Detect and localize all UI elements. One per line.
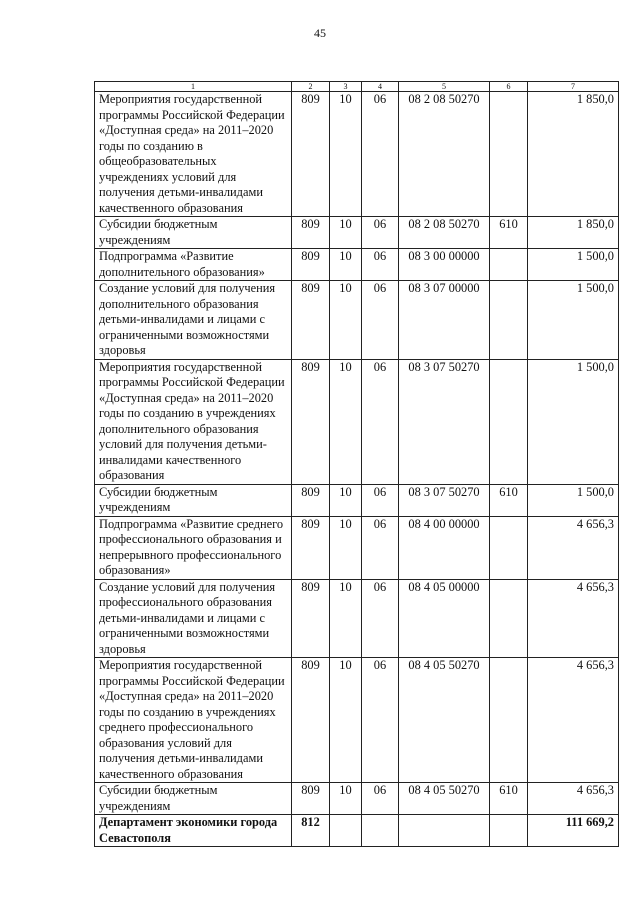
row-target-article: 08 4 05 50270 [399, 783, 490, 815]
row-subsection-code: 06 [362, 249, 399, 281]
row-target-article [399, 815, 490, 847]
row-amount: 4 656,3 [528, 579, 619, 658]
column-number: 1 [95, 82, 292, 92]
row-target-article: 08 3 07 50270 [399, 359, 490, 484]
row-expense-type [490, 516, 528, 579]
row-ministry-code: 809 [292, 217, 330, 249]
row-section-code: 10 [330, 217, 362, 249]
row-ministry-code: 809 [292, 92, 330, 217]
row-ministry-code: 809 [292, 359, 330, 484]
row-amount: 4 656,3 [528, 783, 619, 815]
row-section-code: 10 [330, 579, 362, 658]
row-expense-type: 610 [490, 783, 528, 815]
column-number: 3 [330, 82, 362, 92]
row-subsection-code: 06 [362, 658, 399, 783]
row-expense-type [490, 359, 528, 484]
row-section-code: 10 [330, 658, 362, 783]
row-amount: 1 850,0 [528, 92, 619, 217]
table-row [95, 217, 619, 249]
row-expense-type [490, 249, 528, 281]
page-number: 45 [314, 26, 326, 40]
row-subsection-code: 06 [362, 484, 399, 516]
row-name: Мероприятия государственной программы Российской Федерации «Доступная среда» на 2011–2020 годы по созданию в общеобразовательных учреждениях условий для получения детьми-инвалидами качественного образования [95, 92, 292, 217]
row-amount: 111 669,2 [528, 815, 619, 847]
row-subsection-code: 06 [362, 281, 399, 360]
row-expense-type [490, 658, 528, 783]
row-subsection-code: 06 [362, 92, 399, 217]
row-amount: 4 656,3 [528, 516, 619, 579]
table-body [95, 92, 619, 847]
column-number: 2 [292, 82, 330, 92]
table-row [95, 249, 619, 281]
column-number-row [95, 82, 619, 92]
column-number: 6 [490, 82, 528, 92]
column-number: 7 [528, 82, 619, 92]
row-amount: 1 500,0 [528, 359, 619, 484]
row-name: Создание условий для получения дополнительного образования детьми-инвалидами и лицами с ограниченными возможностями здоровья [95, 281, 292, 360]
row-target-article: 08 2 08 50270 [399, 92, 490, 217]
row-target-article: 08 2 08 50270 [399, 217, 490, 249]
row-name: Департамент экономики города Севастополя [95, 815, 292, 847]
row-section-code [330, 815, 362, 847]
row-name: Субсидии бюджетным учреждениям [95, 484, 292, 516]
row-ministry-code: 809 [292, 516, 330, 579]
row-target-article: 08 3 07 50270 [399, 484, 490, 516]
table-row [95, 658, 619, 783]
row-expense-type [490, 281, 528, 360]
column-number: 5 [399, 82, 490, 92]
row-section-code: 10 [330, 484, 362, 516]
row-subsection-code: 06 [362, 217, 399, 249]
row-target-article: 08 4 05 50270 [399, 658, 490, 783]
table-row [95, 815, 619, 847]
row-subsection-code: 06 [362, 359, 399, 484]
row-target-article: 08 3 07 00000 [399, 281, 490, 360]
column-number: 4 [362, 82, 399, 92]
row-expense-type [490, 815, 528, 847]
row-expense-type [490, 92, 528, 217]
row-target-article: 08 4 05 00000 [399, 579, 490, 658]
row-ministry-code: 809 [292, 281, 330, 360]
row-expense-type: 610 [490, 484, 528, 516]
row-section-code: 10 [330, 281, 362, 360]
row-section-code: 10 [330, 359, 362, 484]
table-row [95, 359, 619, 484]
row-amount: 1 500,0 [528, 281, 619, 360]
row-name: Мероприятия государственной программы Российской Федерации «Доступная среда» на 2011–2020 годы по созданию в учреждениях дополнительного образования условий для получения детьми-инвалидами качественного образования [95, 359, 292, 484]
row-name: Субсидии бюджетным учреждениям [95, 217, 292, 249]
row-section-code: 10 [330, 249, 362, 281]
row-ministry-code: 809 [292, 579, 330, 658]
row-section-code: 10 [330, 92, 362, 217]
row-section-code: 10 [330, 516, 362, 579]
row-subsection-code: 06 [362, 783, 399, 815]
row-name: Подпрограмма «Развитие среднего профессионального образования и непрерывного профессионального образования» [95, 516, 292, 579]
table-row [95, 579, 619, 658]
row-target-article: 08 3 00 00000 [399, 249, 490, 281]
budget-table [94, 81, 619, 847]
row-ministry-code: 809 [292, 658, 330, 783]
table-row [95, 281, 619, 360]
row-section-code: 10 [330, 783, 362, 815]
row-expense-type: 610 [490, 217, 528, 249]
row-subsection-code: 06 [362, 579, 399, 658]
row-ministry-code: 809 [292, 484, 330, 516]
row-ministry-code: 809 [292, 783, 330, 815]
row-ministry-code: 809 [292, 249, 330, 281]
table-row [95, 484, 619, 516]
row-amount: 4 656,3 [528, 658, 619, 783]
table-row [95, 92, 619, 217]
row-name: Субсидии бюджетным учреждениям [95, 783, 292, 815]
table-row [95, 783, 619, 815]
table-row [95, 516, 619, 579]
row-ministry-code: 812 [292, 815, 330, 847]
row-amount: 1 850,0 [528, 217, 619, 249]
row-name: Создание условий для получения профессионального образования детьми-инвалидами и лицами с ограниченными возможностями здоровья [95, 579, 292, 658]
row-subsection-code: 06 [362, 516, 399, 579]
row-subsection-code [362, 815, 399, 847]
row-name: Подпрограмма «Развитие дополнительного образования» [95, 249, 292, 281]
row-amount: 1 500,0 [528, 249, 619, 281]
row-target-article: 08 4 00 00000 [399, 516, 490, 579]
row-amount: 1 500,0 [528, 484, 619, 516]
row-name: Мероприятия государственной программы Российской Федерации «Доступная среда» на 2011–2020 годы по созданию в учреждениях среднего профессионального образования условий для получения детьми-инвалидами качественного образования [95, 658, 292, 783]
row-expense-type [490, 579, 528, 658]
